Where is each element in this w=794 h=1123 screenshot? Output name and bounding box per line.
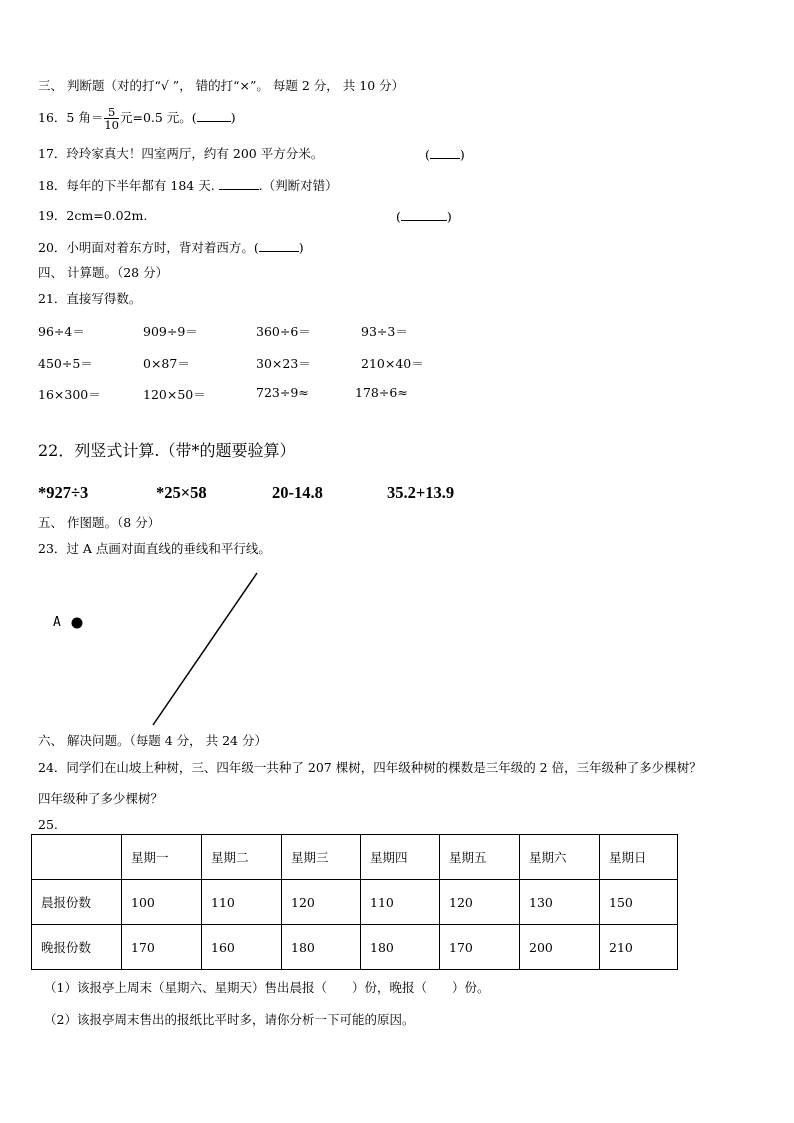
table-header-cell: 星期四 xyxy=(361,835,440,880)
paren-close: ) xyxy=(298,240,304,255)
question-25-part1: （1）该报亭上周末（星期六、星期天）售出晨报（ ）份，晚报（ ）份。 xyxy=(44,980,490,995)
table-cell: 120 xyxy=(282,880,361,925)
section-3-header: 三、 判断题（对的打“√ ”， 错的打“×”。 每题 2 分， 共 10 分） xyxy=(38,78,405,93)
point-a-label: A xyxy=(53,615,61,630)
drawing-figure xyxy=(0,560,300,735)
paren-open: ( xyxy=(425,147,430,162)
question-20 xyxy=(38,239,304,256)
vertical-calc-item: *927÷3 xyxy=(38,483,89,502)
row-label: 晚报份数 xyxy=(32,925,122,970)
section-6-header: 六、 解决问题。（每题 4 分， 共 24 分） xyxy=(38,733,267,748)
fraction-denominator: 10 xyxy=(104,118,119,132)
row-label: 晨报份数 xyxy=(32,880,122,925)
table-cell: 110 xyxy=(361,880,440,925)
table-cell: 130 xyxy=(520,880,600,925)
question-25-part2: （2）该报亭周末售出的报纸比平时多，请你分析一下可能的原因。 xyxy=(44,1012,415,1027)
vertical-calc-item: *25×58 xyxy=(156,483,207,502)
question-24-line1: 24．同学们在山坡上种树，三、四年级一共种了 207 棵树，四年级种树的棵数是三年级的 2 倍，三年级种了多少棵树？ xyxy=(38,760,702,775)
calc-item: 96÷4＝ xyxy=(38,324,85,339)
slanted-line xyxy=(153,573,257,725)
q16-close: ) xyxy=(230,110,236,125)
question-19: 19．2cm=0.02m. xyxy=(38,208,148,223)
q20-text: 20．小明面对着东方时，背对着西方。( xyxy=(38,240,259,255)
question-21-title: 21．直接写得数。 xyxy=(38,291,142,306)
question-18 xyxy=(38,177,338,194)
question-24-line2: 四年级种了多少棵树？ xyxy=(38,791,164,806)
calc-item: 909÷9＝ xyxy=(143,324,198,339)
question-23: 23．过 A 点画对面直线的垂线和平行线。 xyxy=(38,541,271,556)
table-cell: 170 xyxy=(440,925,520,970)
q16-suffix: 元=0.5 元。( xyxy=(119,110,197,125)
table-header-cell: 星期六 xyxy=(520,835,600,880)
question-16 xyxy=(38,106,236,131)
table-cell: 180 xyxy=(282,925,361,970)
answer-blank[interactable] xyxy=(219,177,259,190)
fraction-numerator: 5 xyxy=(104,106,119,119)
calc-item: 178÷6≈ xyxy=(355,385,408,400)
table-cell: 150 xyxy=(600,880,678,925)
table-header-cell: 星期日 xyxy=(600,835,678,880)
table-row xyxy=(32,880,678,925)
table-cell: 170 xyxy=(122,925,202,970)
answer-blank[interactable] xyxy=(197,109,231,122)
section-5-header: 五、 作图题。（8 分） xyxy=(38,515,161,530)
table-cell: 110 xyxy=(202,880,282,925)
table-cell: 180 xyxy=(361,925,440,970)
answer-blank[interactable] xyxy=(259,239,299,252)
vertical-calc-item: 20-14.8 xyxy=(272,483,323,502)
calc-item: 450÷5＝ xyxy=(38,356,93,371)
table-header-row xyxy=(32,835,678,880)
point-a-dot xyxy=(72,618,83,629)
answer-blank[interactable] xyxy=(430,146,460,159)
question-17: 17．玲玲家真大！四室两厅，约有 200 平方分米。 xyxy=(38,146,324,161)
table-cell: 100 xyxy=(122,880,202,925)
newspaper-sales-table xyxy=(31,834,678,970)
table-header-cell: 星期一 xyxy=(122,835,202,880)
fraction xyxy=(104,106,119,131)
calc-item: 360÷6＝ xyxy=(256,324,311,339)
table-header-cell: 星期三 xyxy=(282,835,361,880)
calc-item: 93÷3＝ xyxy=(361,324,408,339)
calc-item: 723÷9≈ xyxy=(256,385,309,400)
calc-item: 16×300＝ xyxy=(38,387,101,402)
table-cell: 160 xyxy=(202,925,282,970)
q17-answer xyxy=(425,146,465,163)
paren-close: ) xyxy=(459,147,465,162)
section-4-header: 四、 计算题。（28 分） xyxy=(38,265,169,280)
question-25-title: 25. xyxy=(38,817,58,832)
table-header-cell: 星期五 xyxy=(440,835,520,880)
table-cell: 200 xyxy=(520,925,600,970)
table-row xyxy=(32,925,678,970)
table-cell: 210 xyxy=(600,925,678,970)
table-cell: 120 xyxy=(440,880,520,925)
calc-item: 30×23＝ xyxy=(256,356,311,371)
q18-prefix: 18．每年的下半年都有 184 天. xyxy=(38,178,215,193)
q18-suffix: .（判断对错） xyxy=(258,178,338,193)
paren-open: ( xyxy=(396,209,401,224)
calc-item: 0×87＝ xyxy=(143,356,190,371)
table-cell xyxy=(32,835,122,880)
answer-blank[interactable] xyxy=(401,208,447,221)
q16-prefix: 16．5 角＝ xyxy=(38,110,104,125)
question-22-title: 22．列竖式计算.（带*的题要验算） xyxy=(38,441,296,460)
calc-item: 210×40＝ xyxy=(361,356,424,371)
paren-close: ) xyxy=(446,209,452,224)
q19-answer xyxy=(396,208,452,225)
calc-item: 120×50＝ xyxy=(143,387,206,402)
table-header-cell: 星期二 xyxy=(202,835,282,880)
vertical-calc-item: 35.2+13.9 xyxy=(387,483,455,502)
